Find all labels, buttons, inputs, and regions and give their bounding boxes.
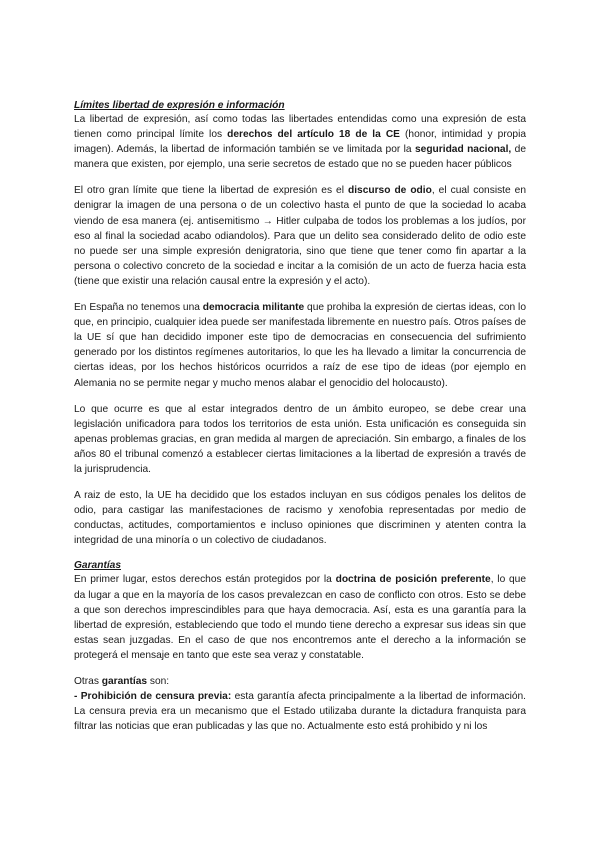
paragraph: El otro gran límite que tiene la libertad de expresión es el discurso de odio, el cual consiste en denigrar la imagen de una persona o de un colectivo hasta el punto de que la sociedad lo acaba viendo de esa manera (ej. antisemitismo → Hitler culpaba de todos los problemas a los judíos, por eso al final la sociedad acabo odiandolos). Para que un delito sea considerado delito de odio este no puede ser una simple expresión denigratoria, sino que tiene que tener como fin apartar a la persona o colectivo concreto de la sociedad e incitar a la comisión de un acto de fuerza hacia esta (tiene que existir una relación causal entre la expresión y el acto). [74, 185, 526, 287]
paragraph: - Prohibición de censura previa: esta garantía afecta principalmente a la libertad de información. La censura previa era un mecanismo que el Estado utilizaba durante la dictadura franquista para filtrar las noticias que eran publicadas y las que no. Actualmente esto está prohibido y ni los [74, 691, 526, 733]
paragraph: Lo que ocurre es que al estar integrados dentro de un ámbito europeo, se debe crear una legislación unificadora para todos los territorios de esta unión. Esta unificación es conseguida sin apenas problemas gracias, en gran medida al margen de apreciación. Sin embargo, a finales de los años 80 el tribunal comenzó a establecer ciertas limitaciones a la libertad de expresión a través de la jurisprudencia. [74, 403, 526, 475]
paragraph: Otras garantías son: [74, 676, 170, 687]
paragraph: En España no tenemos una democracia militante que prohiba la expresión de ciertas ideas, con lo que, en principio, cualquier idea puede ser manifestada libremente en nuestro país. Otros países de la UE sí que han decidido imponer este tipo de democracias en consecuencia del sufrimiento generado por los distintos regímenes autoritarios, lo que les ha llevado a limitar la concurrencia de ciertas ideas, por los hechos históricos ocurridos a raíz de ese tipo de ideas (por ejemplo en Alemania no se permite negar y mucho menos alabar el genocidio del holocausto). [74, 302, 526, 389]
section-heading-garantias: Garantías [74, 560, 121, 572]
paragraph: A raiz de esto, la UE ha decidido que los estados incluyan en sus códigos penales los delitos de odio, para castigar las manifestaciones de racismo y xenofobia representadas por medio de conductas, actitudes, comportamientos e incluso opiniones que discriminen y atenten contra la integridad de una minoría o un colectivo de ciudadanos. [74, 490, 526, 547]
section-heading-limites: Límites libertad de expresión e información [74, 100, 285, 111]
paragraph: En primer lugar, estos derechos están protegidos por la doctrina de posición preferente, lo que da lugar a que en la mayoría de los casos prevalezcan en caso de conflicto con otros. Esto se debe a que son derechos imprescindibles para que haya democracia. Así, esta es una garantía para la libertad de expresión, estableciendo que todo el mundo tiene derecho a expresar sus ideas sin que estas sean juzgadas. En el caso de que nos encontremos ante el derecho a la información se protegerá el mensaje en tanto que este sea veraz y constatable. [74, 574, 527, 661]
paragraph: La libertad de expresión, así como todas las libertades entendidas como una expresión de esta tienen como principal límite los derechos del artículo 18 de la CE (honor, intimidad y propia imagen). Además, la libertad de información también se ve limitada por la seguridad nacional, de manera que existen, por ejemplo, una serie secretos de estado que no se pueden hacer públicos [74, 114, 526, 171]
